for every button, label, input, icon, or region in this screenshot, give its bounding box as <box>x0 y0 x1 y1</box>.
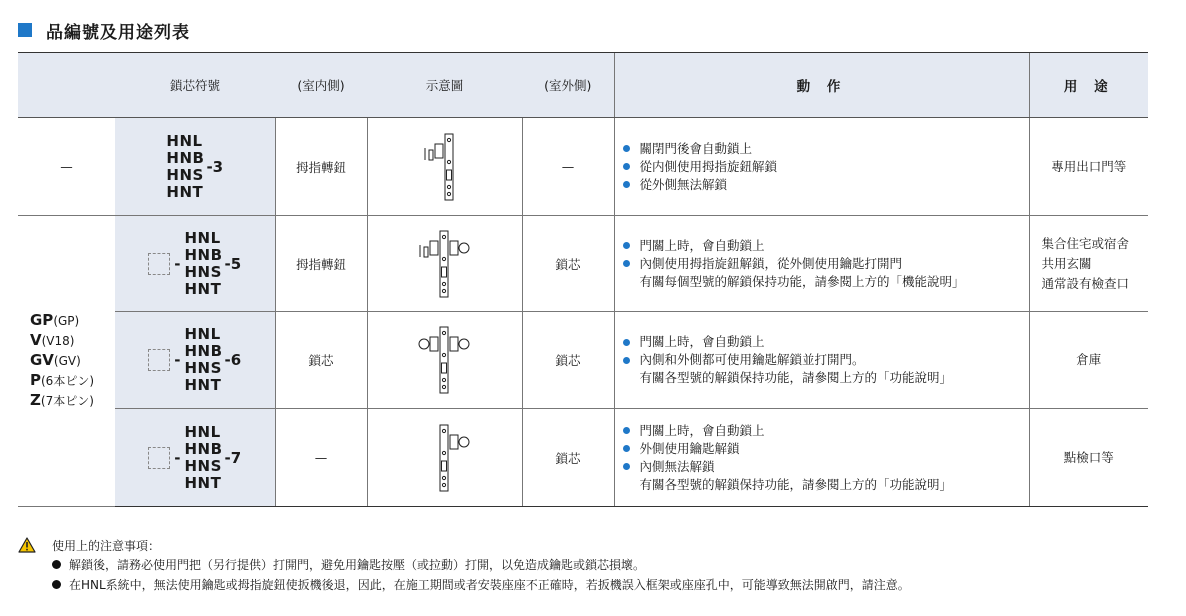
model-code: HNL <box>184 325 221 343</box>
outdoor-cell: 鎖芯 <box>522 312 614 409</box>
model-suffix: -7 <box>224 448 242 467</box>
usage-text: 倉庫 <box>1076 352 1102 367</box>
bullet-icon <box>623 242 630 249</box>
p-sub: (6本ピン) <box>41 374 94 388</box>
model-cell <box>115 118 275 216</box>
table-row <box>18 216 1148 312</box>
diagram-cell <box>367 118 522 216</box>
op-text: 從内側使用拇指旋鈕解鎖 <box>639 158 778 174</box>
gp-code: GP <box>30 311 54 329</box>
warning-icon <box>18 537 36 553</box>
op-text: 外側使用鑰匙解鎖 <box>639 440 740 456</box>
note-text: 解鎖後，請務必使用門把（另行提供）打開門，避免用鑰匙按壓（或拉動）打開，以免造成鑰匙或鎖芯損壞。 <box>69 557 646 572</box>
cylinder-code-placeholder <box>148 447 170 469</box>
outdoor-cell: — <box>522 118 614 216</box>
z-code: Z <box>30 391 41 409</box>
notes-heading: 使用上的注意事項： <box>52 538 161 553</box>
outdoor-cell: 鎖芯 <box>522 409 614 507</box>
usage-text: 集合住宅或宿舍 <box>1041 235 1130 251</box>
model-cell <box>115 409 275 507</box>
diagram-cell <box>367 312 522 409</box>
usage-text: 共用玄關 <box>1041 255 1092 271</box>
model-cell <box>115 312 275 409</box>
gp-sub: (GP) <box>53 314 80 328</box>
note-bullet-icon <box>52 580 61 589</box>
title-square-icon <box>18 23 32 37</box>
v-sub: (V18) <box>41 334 75 348</box>
bullet-icon <box>623 445 630 452</box>
diagram-cell <box>367 216 522 312</box>
lock-diagram-thumbturn <box>415 132 475 202</box>
page-title: 品編號及用途列表 <box>46 22 190 43</box>
cylinder-code-placeholder <box>148 253 170 275</box>
op-text: 從外側無法解鎖 <box>639 176 728 192</box>
bullet-icon <box>623 260 630 267</box>
usage-text: 通常設有檢查口 <box>1041 275 1130 291</box>
model-code: HNT <box>184 279 222 298</box>
p-code: P <box>30 371 41 389</box>
prefix-dash: - <box>174 448 181 467</box>
header-operation: 動 作 <box>614 53 1029 118</box>
prefix-dash: - <box>174 254 181 273</box>
bullet-icon <box>623 339 630 346</box>
lock-diagram-outer-cylinder <box>400 423 490 493</box>
model-code: HNT <box>166 182 204 201</box>
operation-cell <box>614 409 1029 507</box>
gv-code: GV <box>30 351 54 369</box>
bullet-icon <box>623 463 630 470</box>
table-row <box>18 312 1148 409</box>
table-row <box>18 409 1148 507</box>
model-code: HNL <box>184 228 221 247</box>
op-text: 有關各型號的解鎖保持功能，請參閱上方的「功能說明」 <box>639 476 953 492</box>
header-indoor: (室内側) <box>275 53 367 118</box>
page-title-block <box>18 18 190 42</box>
header-outdoor: (室外側) <box>522 53 614 118</box>
operation-cell <box>614 216 1029 312</box>
bullet-icon <box>623 427 630 434</box>
usage-notes <box>18 536 910 594</box>
cylinder-type-label <box>18 216 115 507</box>
model-code: HNB <box>184 245 223 264</box>
usage-text: 專用出口門等 <box>1051 158 1127 174</box>
model-code: HNS <box>166 165 204 184</box>
indoor-cell: 拇指轉鈕 <box>275 216 367 312</box>
indoor-cell: — <box>275 409 367 507</box>
table-header-row <box>18 53 1148 118</box>
bullet-icon <box>623 181 630 188</box>
bullet-icon <box>623 145 630 152</box>
model-code: HNS <box>184 359 222 377</box>
operation-cell <box>614 118 1029 216</box>
header-usage: 用 途 <box>1029 53 1148 118</box>
model-suffix: -3 <box>206 157 224 176</box>
indoor-cell: 鎖芯 <box>275 312 367 409</box>
gv-sub: (GV) <box>53 354 81 368</box>
header-col1 <box>18 53 115 118</box>
product-table <box>18 52 1148 507</box>
op-text: 內側無法解鎖 <box>639 458 715 474</box>
row-category: — <box>18 118 115 216</box>
model-code: HNS <box>184 262 222 281</box>
model-code: HNS <box>184 456 222 475</box>
op-text: 內側使用拇指旋鈕解鎖，從外側使用鑰匙打開門 <box>639 255 903 271</box>
usage-cell <box>1029 312 1148 409</box>
model-suffix: -5 <box>224 254 242 273</box>
op-text: 有關各型號的解鎖保持功能，請參閱上方的「功能說明」 <box>639 370 953 385</box>
usage-cell <box>1029 216 1148 312</box>
table-row <box>18 118 1148 216</box>
model-cell <box>115 216 275 312</box>
model-code: HNL <box>184 422 221 441</box>
model-code: HNB <box>184 439 223 458</box>
model-code: HNL <box>166 131 203 150</box>
op-text: 關閉門後會自動鎖上 <box>639 140 753 156</box>
bullet-icon <box>623 357 630 364</box>
model-code: HNT <box>184 376 222 394</box>
indoor-cell: 拇指轉鈕 <box>275 118 367 216</box>
operation-cell <box>614 312 1029 409</box>
cylinder-code-placeholder <box>148 349 170 371</box>
note-text: 在HNL系統中，無法使用鑰匙或拇指旋鈕使扳機後退，因此，在施工期間或者安裝座座不正確時，若扳機誤入框架或座座孔中，可能導致無法開啟門，請注意。 <box>69 577 910 592</box>
op-text: 門關上時，會自動鎖上 <box>639 237 765 253</box>
v-code: V <box>30 331 42 349</box>
op-text: 門關上時，會自動鎖上 <box>639 422 765 438</box>
op-text: 有關每個型號的解鎖保持功能，請參閱上方的「機能說明」 <box>639 273 965 289</box>
z-sub: (7本ピン) <box>40 394 94 408</box>
model-suffix: -6 <box>224 351 242 369</box>
lock-diagram-thumbturn-cylinder <box>400 229 490 299</box>
prefix-dash: - <box>174 351 181 369</box>
op-text: 門關上時，會自動鎖上 <box>639 334 765 349</box>
model-code: HNB <box>166 148 205 167</box>
lock-diagram-double-cylinder <box>400 325 490 395</box>
header-model: 鎖芯符號 <box>115 53 275 118</box>
note-bullet-icon <box>52 560 61 569</box>
usage-cell <box>1029 118 1148 216</box>
bullet-icon <box>623 163 630 170</box>
usage-cell <box>1029 409 1148 507</box>
header-diagram: 示意圖 <box>367 53 522 118</box>
usage-text: 點檢口等 <box>1063 449 1114 465</box>
model-code: HNB <box>184 342 223 360</box>
model-code: HNT <box>184 473 222 492</box>
outdoor-cell: 鎖芯 <box>522 216 614 312</box>
diagram-cell <box>367 409 522 507</box>
op-text: 內側和外側都可使用鑰匙解鎖並打開門。 <box>639 352 865 367</box>
